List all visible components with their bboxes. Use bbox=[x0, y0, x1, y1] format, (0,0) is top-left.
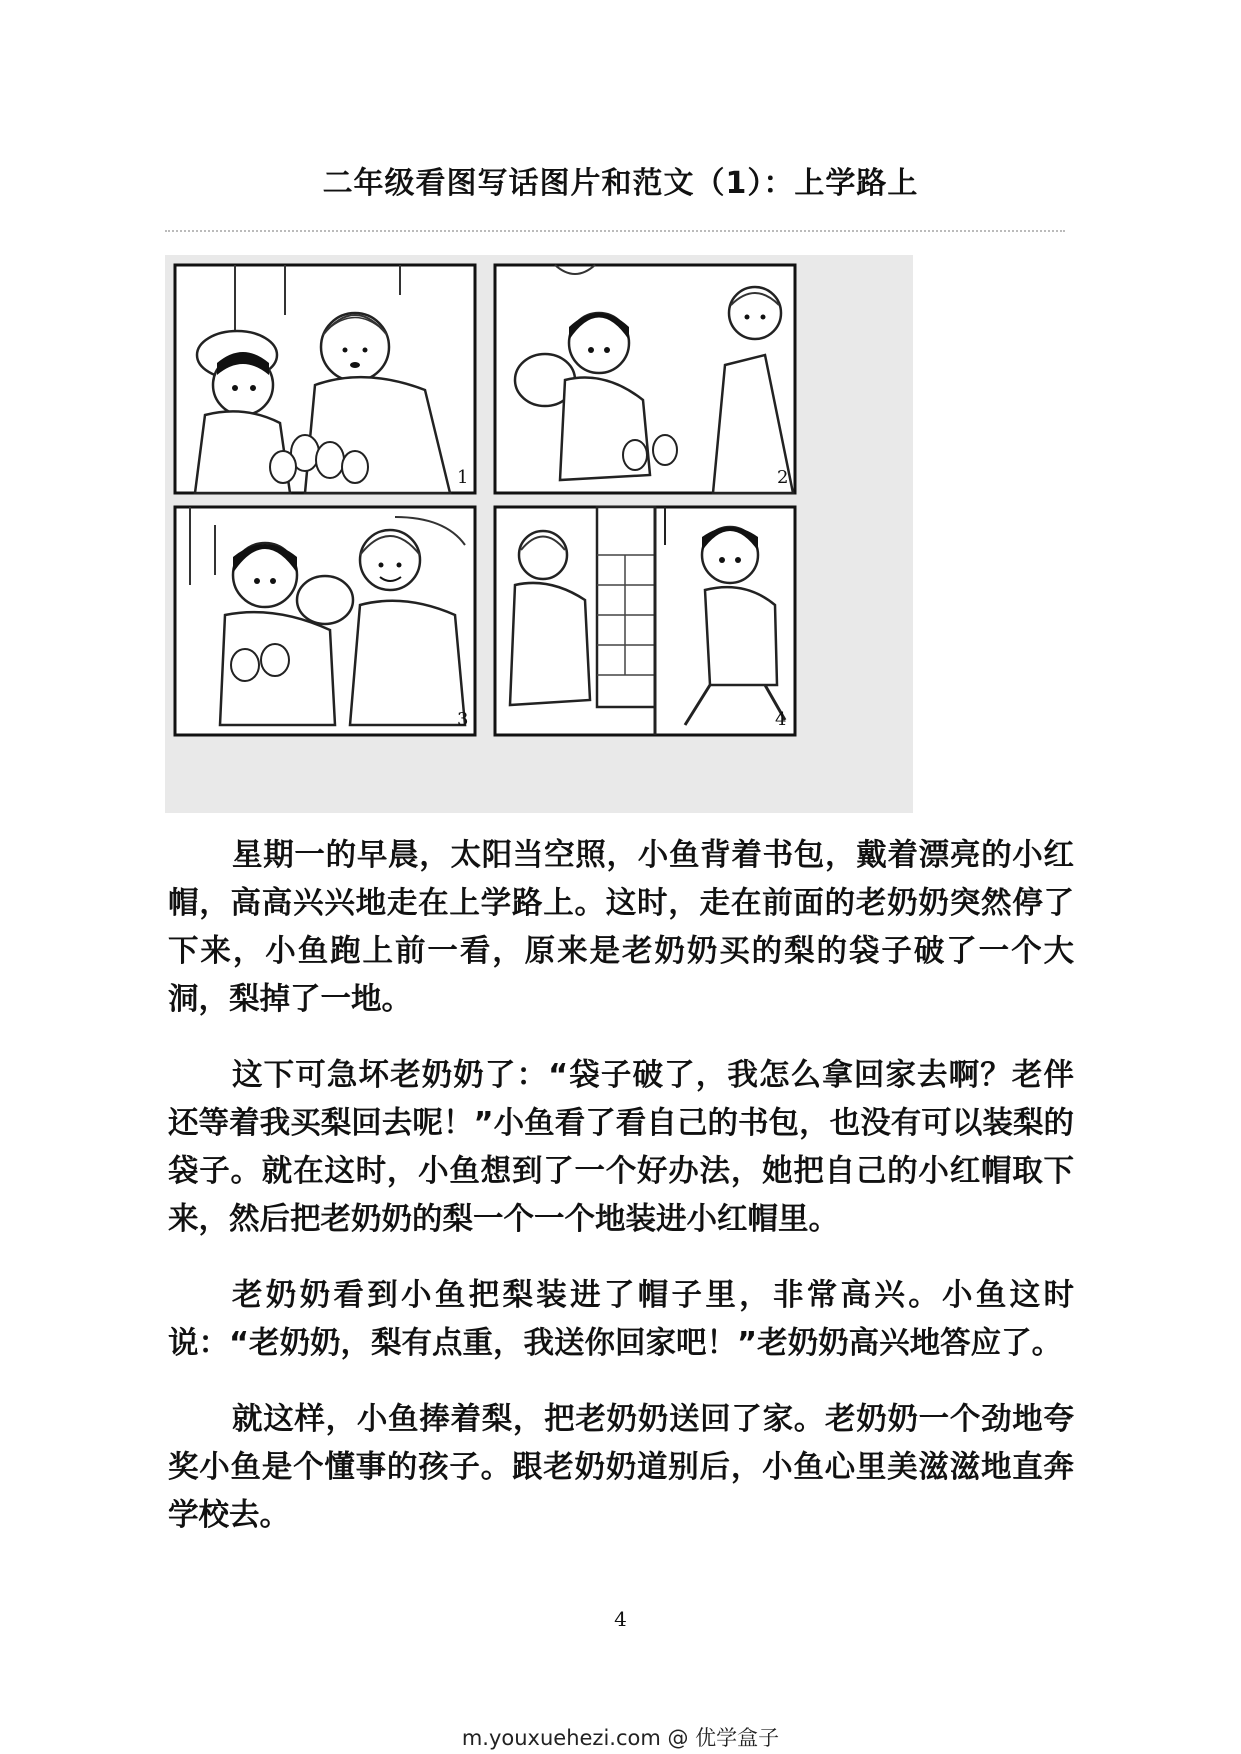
comic-panel-1 bbox=[175, 265, 475, 493]
story-text bbox=[168, 832, 1074, 1568]
panel-number-4: 4 bbox=[775, 709, 787, 730]
footer-source: m.youxuehezi.com @ 优学盒子 bbox=[461, 1726, 780, 1750]
panel-number-1: 1 bbox=[457, 467, 469, 488]
page-title: 二年级看图写话图片和范文（1）：上学路上 bbox=[322, 166, 919, 201]
comic-panel-4 bbox=[495, 507, 795, 735]
panel-number-2: 2 bbox=[777, 467, 789, 488]
comic-panel-3 bbox=[175, 507, 475, 735]
comic-strip bbox=[165, 255, 913, 813]
page-number: 4 bbox=[614, 1607, 627, 1631]
story-paragraph: 老奶奶看到小鱼把梨装进了帽子里，非常高兴。小鱼这时说：“老奶奶，梨有点重，我送你回家吧！”老奶奶高兴地答应了。 bbox=[168, 1278, 1074, 1361]
title-divider bbox=[165, 230, 1065, 232]
story-paragraph: 星期一的早晨，太阳当空照，小鱼背着书包，戴着漂亮的小红帽，高高兴兴地走在上学路上。这时，走在前面的老奶奶突然停了下来，小鱼跑上前一看，原来是老奶奶买的梨的袋子破了一个大洞，梨掉了一地。 bbox=[168, 838, 1074, 1017]
story-paragraph: 这下可急坏老奶奶了：“袋子破了，我怎么拿回家去啊？老伴还等着我买梨回去呢！”小鱼看了看自己的书包，也没有可以装梨的袋子。就在这时，小鱼想到了一个好办法，她把自己的小红帽取下来，然后把老奶奶的梨一个一个地装进小红帽里。 bbox=[168, 1058, 1074, 1237]
story-paragraph: 就这样，小鱼捧着梨，把老奶奶送回了家。老奶奶一个劲地夸奖小鱼是个懂事的孩子。跟老奶奶道别后，小鱼心里美滋滋地直奔学校去。 bbox=[168, 1402, 1074, 1533]
panel-number-3: 3 bbox=[457, 709, 469, 730]
comic-panel-2 bbox=[495, 265, 795, 493]
